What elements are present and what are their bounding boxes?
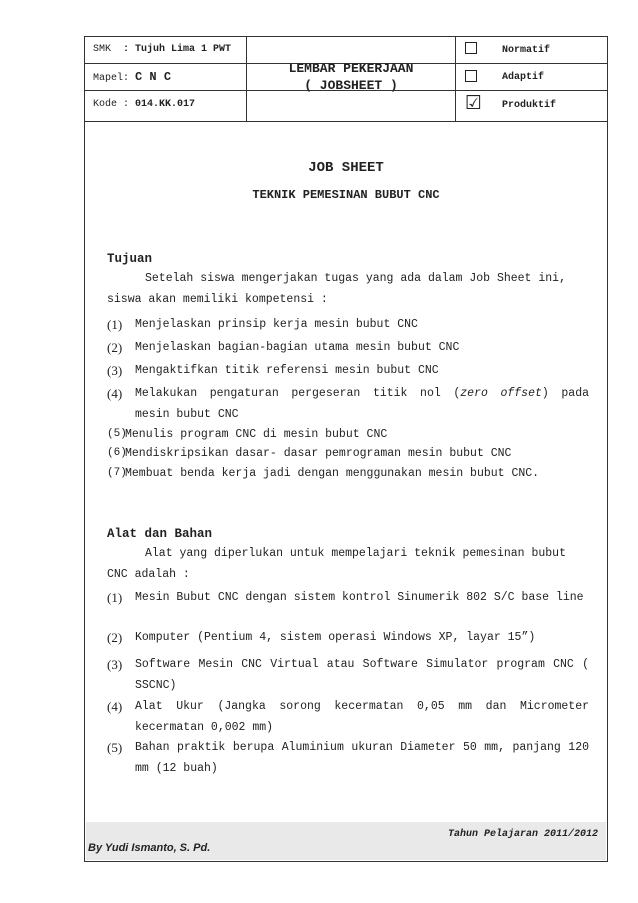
header-bottom-line	[84, 121, 608, 122]
list-item	[107, 443, 589, 464]
tujuan-intro: Setelah siswa mengerjakan tugas yang ada dalam Job Sheet ini, siswa akan memiliki kompetensi :	[107, 272, 566, 306]
kode-row	[93, 99, 195, 110]
item-number: (5)	[107, 428, 127, 440]
doc-subtitle: TEKNIK PEMESINAN BUBUT CNC	[252, 188, 440, 202]
zero-offset-term: zero offset	[460, 387, 542, 400]
tujuan-heading: Tujuan	[107, 252, 153, 266]
mapel-value: C N C	[135, 70, 172, 84]
item-number: (1)	[107, 590, 123, 605]
item-text: Komputer (Pentium 4, sistem operasi Windows XP, layar 15”)	[135, 631, 536, 644]
item-text: Menulis program CNC di mesin bubut CNC	[125, 428, 388, 441]
kode-label: Kode :	[93, 99, 130, 110]
item-number: (1)	[107, 317, 123, 332]
list-item	[107, 737, 589, 779]
item-number: (2)	[107, 340, 123, 355]
footer-author: By Yudi Ismanto, S. Pd.	[88, 842, 211, 854]
list-item	[107, 587, 589, 608]
footer-band	[86, 822, 606, 860]
adaptif-label: Adaptif	[502, 72, 545, 83]
sheet-title-line2: ( JOBSHEET )	[304, 78, 398, 93]
footer-year: Tahun Pelajaran 2011/2012	[448, 829, 599, 840]
header-column-divider	[455, 36, 456, 121]
list-item	[107, 654, 589, 696]
list-item	[107, 463, 589, 484]
list-item	[107, 337, 589, 358]
item-number: (7)	[107, 467, 127, 479]
sheet-title-line1: LEMBAR PEKERJAAN	[288, 61, 414, 76]
smk-label: SMK	[93, 44, 112, 55]
list-item	[107, 314, 589, 335]
adaptif-checkbox[interactable]	[465, 70, 477, 82]
item-number: (3)	[107, 657, 123, 672]
item-text: Mengaktifkan titik referensi mesin bubut CNC	[135, 364, 439, 377]
normatif-checkbox[interactable]	[465, 42, 477, 54]
item-text: Menjelaskan bagian-bagian utama mesin bubut CNC	[135, 341, 460, 354]
item-text: Mendiskripsikan dasar- dasar pemrograman mesin bubut CNC	[125, 447, 512, 460]
normatif-label: Normatif	[502, 45, 551, 56]
item-text: Bahan praktik berupa Aluminium ukuran Diameter 50 mm, panjang 120 mm (12 buah)	[135, 741, 589, 775]
list-item	[107, 627, 589, 648]
item-text: Mesin Bubut CNC dengan sistem kontrol Sinumerik 802 S/C base line	[135, 591, 584, 604]
item-number: (4)	[107, 699, 123, 714]
smk-value: : Tujuh Lima 1 PWT	[123, 44, 232, 55]
list-item	[107, 383, 589, 425]
sheet-title	[248, 60, 454, 94]
alat-heading: Alat dan Bahan	[107, 527, 213, 541]
item-number: (3)	[107, 363, 123, 378]
kode-value: 014.KK.017	[135, 99, 196, 110]
header-column-divider	[246, 36, 247, 121]
mapel-label: Mapel:	[93, 73, 130, 84]
item-number: (2)	[107, 630, 123, 645]
item-number: (5)	[107, 740, 123, 755]
item-text: Membuat benda kerja jadi dengan menggunakan mesin bubut CNC.	[125, 467, 540, 480]
item-text: Software Mesin CNC Virtual atau Software Simulator program CNC ( SSCNC)	[135, 658, 589, 692]
item-text: Menjelaskan prinsip kerja mesin bubut CNC	[135, 318, 418, 331]
list-item	[107, 424, 589, 445]
item-text: Melakukan pengaturan pergeseran titik nol (zero offset) pada mesin bubut CNC	[135, 387, 589, 421]
list-item	[107, 360, 589, 381]
produktif-checkbox-checked[interactable]: ☑	[465, 92, 483, 114]
item-number: (4)	[107, 386, 123, 401]
list-item	[107, 696, 589, 738]
alat-intro: Alat yang diperlukan untuk mempelajari teknik pemesinan bubut CNC adalah :	[107, 547, 566, 581]
item-text: Alat Ukur (Jangka sorong kecermatan 0,05 mm dan Micrometer kecermatan 0,002 mm)	[135, 700, 589, 734]
item-number: (6)	[107, 447, 127, 459]
produktif-label: Produktif	[502, 100, 557, 111]
doc-title: JOB SHEET	[308, 160, 384, 176]
smk-row	[93, 44, 231, 55]
mapel-row	[93, 70, 171, 84]
